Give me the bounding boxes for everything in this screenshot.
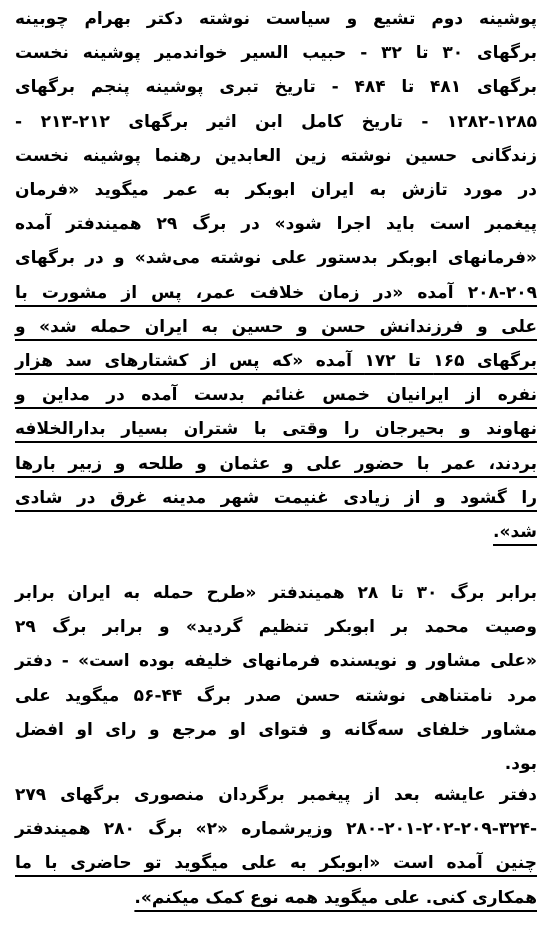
text-line: ۱۲۸۲-۱۲۸۵ - تاریخ کامل ابن اثیر برگهای ۲۱۲-۲۱۳ - [15, 111, 537, 132]
text-line: علی و فرزندانش حسن و حسین به ایران حمله شد» و [15, 316, 537, 337]
text-line: مشاور خلفای سه‌گانه و فتوای او مرجع و رای او افضل [15, 719, 537, 740]
text-line: چنین آمده است «ابوبکر به علی میگوید تو حاضری با ما [15, 853, 537, 874]
text-line: دفتر عایشه بعد از پیغمبر برگردان منصوری برگهای ۲۷۹ [15, 785, 537, 805]
text-line: پیغمبر است باید اجرا شود» در برگ ۲۹ همیندفتر آمده [15, 214, 537, 235]
text-line: برگهای ۳۰ تا ۳۲ - حبیب السیر خواندمیر پوشینه نخست [15, 43, 538, 64]
text-line: بود. [504, 754, 537, 774]
text-line: -۲۸۰-۲۰۱-۲۰۲-۲۰۹-۳۲۴ وزیرشماره «۲» برگ ۲۸۰ همیندفتر [15, 819, 538, 840]
text-line: نهاوند و بحیرجان را وقتی با شتران بسیار بدارالخلافه [15, 419, 537, 440]
text-line: زندگانی حسین نوشته زین العابدین رهنما پوشینه نخست [15, 145, 537, 166]
text-line: ۲۰۸-۲۰۹ آمده «در زمان خلافت عمر، پس از مشورت با [15, 282, 537, 303]
text-line: را گشود و از زیادی غنیمت شهر مدینه غرق در شادی [15, 487, 537, 508]
text-line: برگهای ۱۶۵ تا ۱۷۲ آمده «که پس از کشتارهای سد هزار [15, 351, 538, 371]
text-line: در مورد تازش به ایران ابوبکر به عمر میگوید «فرمان [15, 180, 537, 200]
text-line: همکاری کنی. علی میگوید همه نوع کمک میکنم». [134, 887, 537, 908]
text-line: نفره از ایرانیان خمس غنائم بدست آمده در مداین و [15, 385, 537, 406]
text-line: پوشینه دوم تشیع و سیاست نوشته دکتر بهرام چوبینه [15, 9, 537, 29]
text-line: «فرمانهای ابوبکر بدستور علی نوشته می‌شد» و در برگهای [15, 248, 537, 269]
text-line: شد». [493, 522, 537, 542]
text-line: برابر برگ ۳۰ تا ۲۸ همیندفتر «طرح حمله به ایران برابر [15, 583, 537, 603]
text-line: بردند، عمر با حضور علی و عثمان و طلحه و زبیر بارها [15, 453, 537, 474]
text-line: مرد نامتناهی نوشته حسن صدر برگ ۴۴-۵۶ میگوید علی [15, 685, 537, 706]
text-line: وصیت محمد بر ابوبکر تنظیم گردید» و برابر برگ ۲۹ [15, 617, 537, 638]
text-line: برگهای ۴۸۱ تا ۴۸۴ - تاریخ تبری پوشینه پنجم برگهای [15, 77, 537, 98]
text-line: «علی مشاور و نویسنده فرمانهای خلیفه بوده است» - دفتر [15, 651, 537, 672]
